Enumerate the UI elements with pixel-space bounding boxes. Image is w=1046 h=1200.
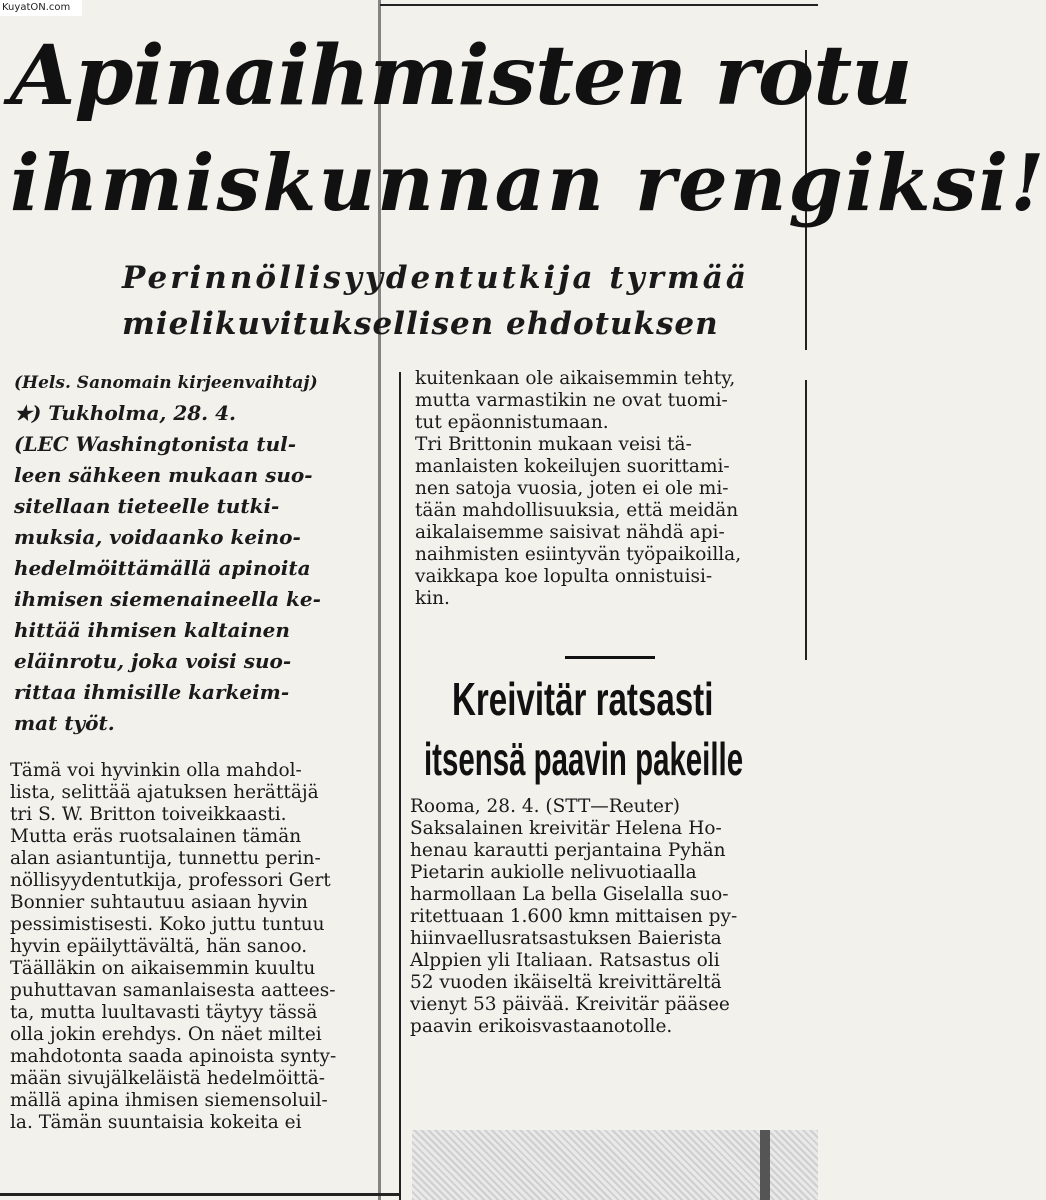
body-line: pessimistisesti. Koko juttu tuntuu — [10, 914, 325, 935]
second-body-line: Saksalainen kreivitär Helena Ho- — [410, 818, 722, 839]
body-line: alan asiantuntija, tunnettu perin- — [10, 848, 321, 869]
body-line: Tämä voi hyvinkin olla mahdol- — [10, 760, 302, 781]
lead-line: mat työt. — [14, 711, 115, 735]
continuation-line: manlaisten kokeilujen suorittami- — [415, 456, 730, 477]
column-divider — [399, 372, 401, 1200]
second-body-line: hiinvaellusratsastuksen Baierista — [410, 928, 722, 949]
photo-fragment — [412, 1130, 818, 1200]
photo-tree-trunk — [760, 1130, 770, 1200]
body-line: Täälläkin on aikaisemmin kuultu — [10, 958, 316, 979]
article-continuation-column — [415, 368, 741, 610]
bottom-rule — [0, 1193, 400, 1196]
continuation-line: naihmisten esiintyvän työpaikoilla, — [415, 544, 742, 565]
lead-line: muksia, voidaanko keino- — [14, 525, 301, 549]
article-divider — [565, 656, 655, 659]
top-rule — [380, 4, 818, 6]
second-headline-line1: Kreivitär ratsasti — [452, 673, 714, 725]
body-line: mahdotonta saada apinoista synty- — [10, 1046, 337, 1067]
lead-line: hittää ihmisen kaltainen — [14, 618, 290, 642]
subheadline-line2: mielikuvituksellisen ehdotuksen — [122, 306, 719, 342]
body-line: puhuttavan samanlaisesta aattees- — [10, 980, 336, 1001]
lead-line: ihmisen siemenaineella ke- — [14, 587, 321, 611]
second-body-line: vienyt 53 päivää. Kreivitär pääsee — [410, 994, 730, 1015]
lead-line: rittaa ihmisille karkeim- — [14, 680, 290, 704]
lead-line: leen sähkeen mukaan suo- — [14, 463, 313, 487]
body-line: mään sivujälkeläistä hedelmöittä- — [10, 1068, 326, 1089]
continuation-line: kuitenkaan ole aikaisemmin tehty, — [415, 368, 736, 389]
main-headline-line2: ihmiskunnan rengiksi! — [10, 138, 1046, 229]
body-line: la. Tämän suuntaisia kokeita ei — [10, 1112, 302, 1133]
continuation-line: vaikkapa koe lopulta onnistuisi- — [415, 566, 713, 587]
body-line: Mutta eräs ruotsalainen tämän — [10, 826, 302, 847]
body-line: olla jokin erehdys. On näet miltei — [10, 1024, 322, 1045]
second-headline-line2: itsensä paavin pakeille — [424, 733, 744, 785]
second-body-line: 52 vuoden ikäiseltä kreivittäreltä — [410, 972, 722, 993]
article-lead-column — [14, 368, 321, 739]
right-border-rule-lower — [805, 380, 807, 660]
second-body-line: ritettuaan 1.600 kmn mittaisen py- — [410, 906, 738, 927]
article-byline: (Hels. Sanomain kirjeenvaihtaj) — [14, 373, 318, 393]
second-body-line: Alppien yli Italiaan. Ratsastus oli — [410, 950, 720, 971]
lead-line: sitellaan tieteelle tutki- — [14, 494, 280, 518]
body-line: hyvin epäilyttävältä, hän sanoo. — [10, 936, 308, 957]
second-body-line: harmollaan La bella Giselalla suo- — [410, 884, 729, 905]
main-headline-line1: Apinaihmisten rotu — [10, 28, 912, 124]
continuation-line: tut epäonnistumaan. — [415, 412, 609, 433]
site-watermark: KuyatON.com — [0, 0, 82, 16]
second-body-line: paavin erikoisvastaanotolle. — [410, 1016, 673, 1037]
subheadline-line1: Perinnöllisyydentutkija tyrmää — [122, 260, 749, 296]
continuation-line: kin. — [415, 588, 450, 609]
body-line: tri S. W. Britton toiveikkaasti. — [10, 804, 287, 825]
lead-line: eläinrotu, joka voisi suo- — [14, 649, 292, 673]
continuation-line: mutta varmastikin ne ovat tuomi- — [415, 390, 728, 411]
body-line: mällä apina ihmisen siemensoluil- — [10, 1090, 328, 1111]
lead-line: (LEC Washingtonista tul- — [14, 432, 297, 456]
continuation-line: aikalaisemme saisivat nähdä api- — [415, 522, 725, 543]
continuation-line: Tri Brittonin mukaan veisi tä- — [415, 434, 692, 455]
second-article-body — [410, 796, 737, 1038]
lead-line: ★) Tukholma, 28. 4. — [14, 401, 236, 425]
second-body-line: Pietarin aukiolle nelivuotiaalla — [410, 862, 697, 883]
body-line: ta, mutta luultavasti täytyy tässä — [10, 1002, 318, 1023]
second-body-line: Rooma, 28. 4. (STT—Reuter) — [410, 796, 681, 817]
continuation-line: nen satoja vuosia, joten ei ole mi- — [415, 478, 729, 499]
continuation-line: tään mahdollisuuksia, että meidän — [415, 500, 739, 521]
lead-line: hedelmöittämällä apinoita — [14, 556, 311, 580]
body-line: Bonnier suhtautuu asiaan hyvin — [10, 892, 308, 913]
body-line: lista, selittää ajatuksen herättäjä — [10, 782, 319, 803]
body-line: nöllisyydentutkija, professori Gert — [10, 870, 331, 891]
article-body-column — [10, 760, 336, 1134]
second-body-line: henau karautti perjantaina Pyhän — [410, 840, 726, 861]
